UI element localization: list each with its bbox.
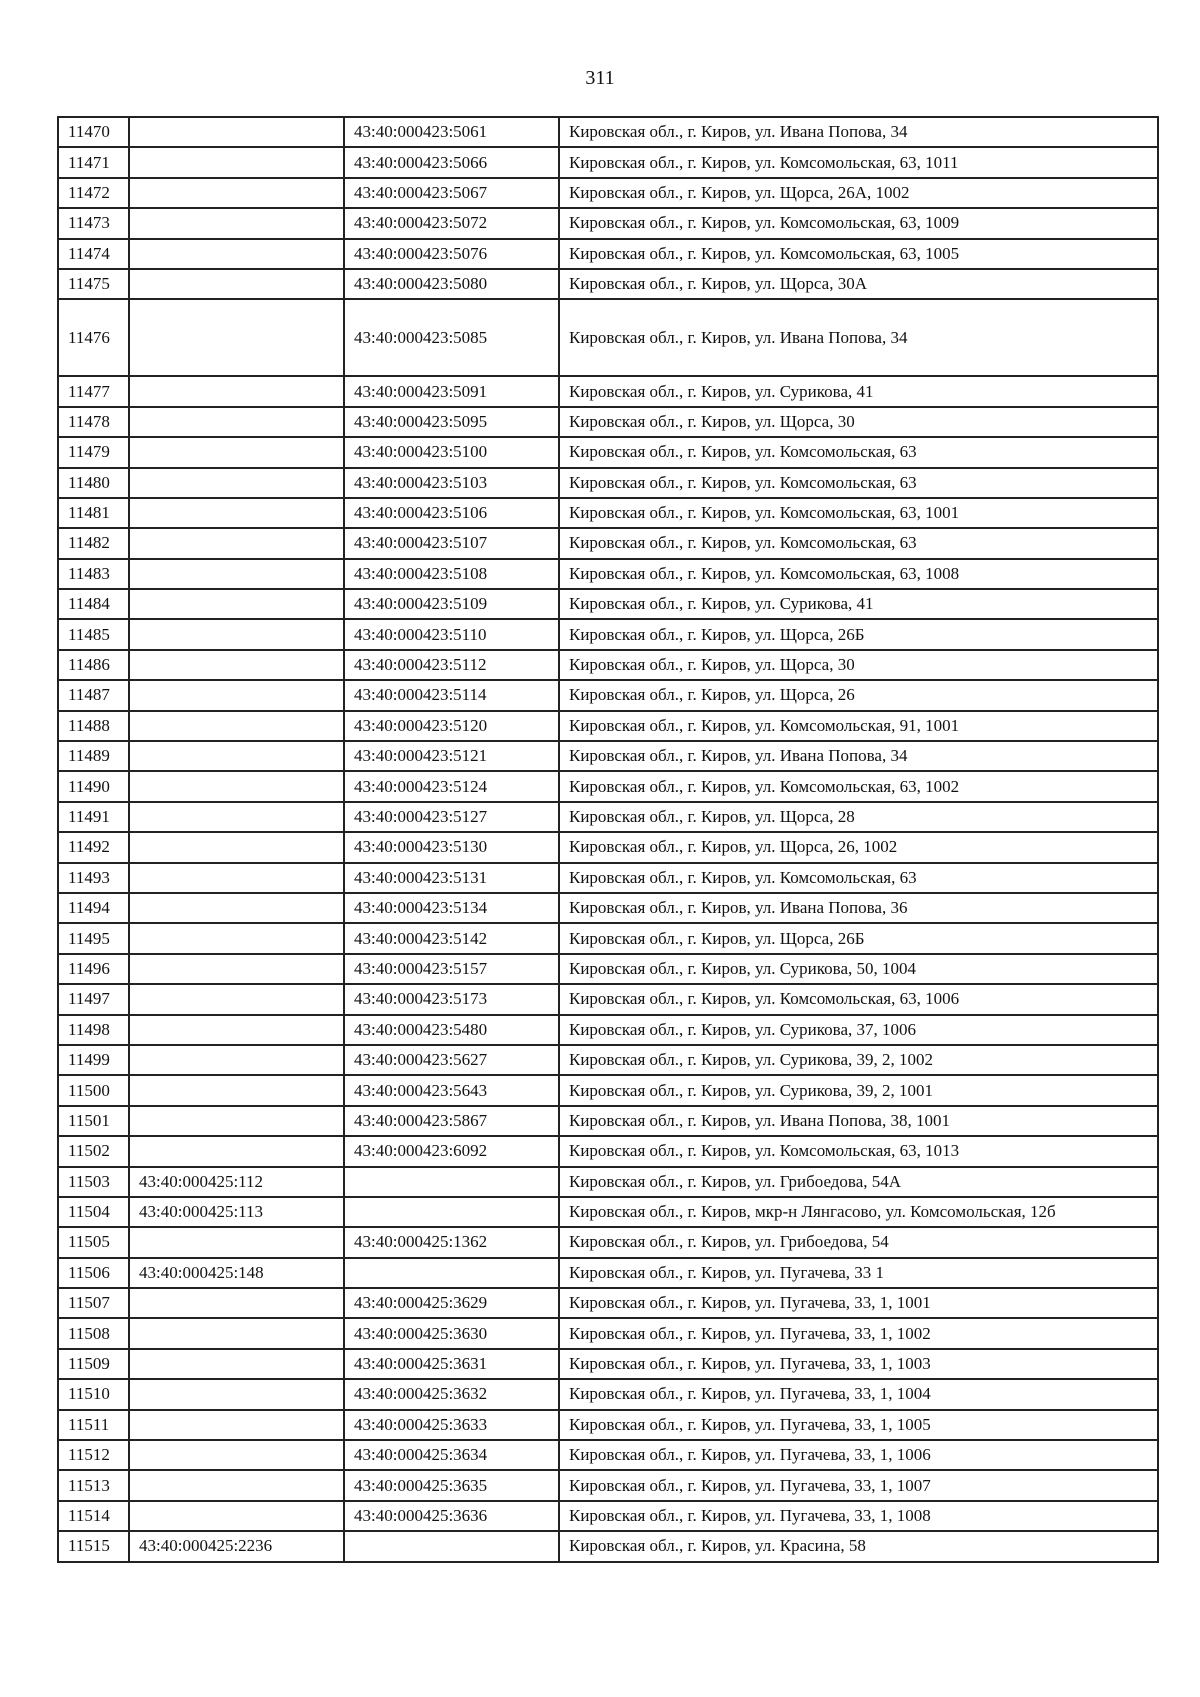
address-cell: Кировская обл., г. Киров, ул. Комсомольская, 63 [559,528,1158,558]
row-number-cell: 11508 [58,1318,129,1348]
row-number-cell: 11499 [58,1045,129,1075]
cadastral-number-cell: 43:40:000425:3632 [344,1379,559,1409]
row-number-cell: 11492 [58,832,129,862]
table-row [58,269,1158,299]
row-number-cell: 11490 [58,771,129,801]
row-number-cell: 11473 [58,208,129,238]
address-cell: Кировская обл., г. Киров, ул. Комсомольская, 63 [559,863,1158,893]
land-plot-number-cell [129,178,344,208]
address-cell: Кировская обл., г. Киров, ул. Ивана Попова, 36 [559,893,1158,923]
address-cell: Кировская обл., г. Киров, ул. Пугачева, 33, 1, 1004 [559,1379,1158,1409]
land-plot-number-cell [129,923,344,953]
address-cell: Кировская обл., г. Киров, ул. Комсомольская, 63, 1008 [559,559,1158,589]
cadastral-number-cell: 43:40:000423:6092 [344,1136,559,1166]
address-cell: Кировская обл., г. Киров, ул. Щорса, 30А [559,269,1158,299]
row-number-cell: 11483 [58,559,129,589]
cadastral-number-cell: 43:40:000423:5066 [344,147,559,177]
address-cell: Кировская обл., г. Киров, ул. Ивана Попова, 38, 1001 [559,1106,1158,1136]
cadastral-number-cell: 43:40:000423:5091 [344,376,559,406]
row-number-cell: 11513 [58,1470,129,1500]
table-row [58,1288,1158,1318]
table-row [58,1440,1158,1470]
land-plot-number-cell [129,893,344,923]
table-row [58,1531,1158,1561]
row-number-cell: 11486 [58,650,129,680]
cadastral-number-cell: 43:40:000423:5142 [344,923,559,953]
row-number-cell: 11481 [58,498,129,528]
table-row [58,528,1158,558]
table-row [58,437,1158,467]
table-row [58,1379,1158,1409]
row-number-cell: 11505 [58,1227,129,1257]
table-row [58,1015,1158,1045]
row-number-cell: 11491 [58,802,129,832]
land-plot-number-cell [129,1075,344,1105]
row-number-cell: 11507 [58,1288,129,1318]
land-plot-number-cell: 43:40:000425:112 [129,1167,344,1197]
cadastral-number-cell: 43:40:000423:5157 [344,954,559,984]
address-cell: Кировская обл., г. Киров, ул. Грибоедова, 54 [559,1227,1158,1257]
table-row [58,1410,1158,1440]
cadastral-number-cell: 43:40:000423:5121 [344,741,559,771]
table-row [58,1045,1158,1075]
land-plot-number-cell [129,1288,344,1318]
table-row [58,802,1158,832]
land-plot-number-cell [129,1470,344,1500]
land-plot-number-cell [129,147,344,177]
row-number-cell: 11470 [58,117,129,147]
cadastral-number-cell [344,1167,559,1197]
land-plot-number-cell [129,117,344,147]
row-number-cell: 11494 [58,893,129,923]
land-plot-number-cell [129,680,344,710]
cadastral-number-cell: 43:40:000423:5080 [344,269,559,299]
table-row [58,893,1158,923]
row-number-cell: 11472 [58,178,129,208]
table-row [58,1227,1158,1257]
row-number-cell: 11501 [58,1106,129,1136]
row-number-cell: 11514 [58,1501,129,1531]
table-row [58,498,1158,528]
land-plot-number-cell: 43:40:000425:113 [129,1197,344,1227]
cadastral-number-cell: 43:40:000423:5643 [344,1075,559,1105]
land-plot-number-cell [129,376,344,406]
cadastral-number-cell [344,1531,559,1561]
table-row [58,1106,1158,1136]
table-row [58,923,1158,953]
cadastral-number-cell: 43:40:000423:5103 [344,468,559,498]
address-cell: Кировская обл., г. Киров, ул. Комсомольская, 91, 1001 [559,711,1158,741]
address-cell: Кировская обл., г. Киров, ул. Комсомольская, 63 [559,437,1158,467]
row-number-cell: 11512 [58,1440,129,1470]
land-plot-number-cell: 43:40:000425:148 [129,1258,344,1288]
address-cell: Кировская обл., г. Киров, ул. Ивана Попова, 34 [559,741,1158,771]
land-plot-number-cell [129,299,344,376]
table-row [58,239,1158,269]
land-plot-number-cell [129,832,344,862]
land-plot-number-cell [129,1106,344,1136]
cadastral-number-cell: 43:40:000425:3629 [344,1288,559,1318]
land-plot-number-cell [129,741,344,771]
address-cell: Кировская обл., г. Киров, ул. Комсомольская, 63 [559,468,1158,498]
row-number-cell: 11500 [58,1075,129,1105]
row-number-cell: 11478 [58,407,129,437]
land-plot-number-cell [129,954,344,984]
address-cell: Кировская обл., г. Киров, ул. Щорса, 26А, 1002 [559,178,1158,208]
table-row [58,147,1158,177]
row-number-cell: 11502 [58,1136,129,1166]
table-row [58,619,1158,649]
address-cell: Кировская обл., г. Киров, ул. Сурикова, 37, 1006 [559,1015,1158,1045]
table-row [58,376,1158,406]
table-row [58,954,1158,984]
address-cell: Кировская обл., г. Киров, ул. Щорса, 30 [559,650,1158,680]
table-row [58,1167,1158,1197]
table-row [58,832,1158,862]
cadastral-number-cell: 43:40:000423:5127 [344,802,559,832]
table-row [58,208,1158,238]
address-cell: Кировская обл., г. Киров, ул. Сурикова, 41 [559,589,1158,619]
row-number-cell: 11511 [58,1410,129,1440]
cadastral-number-cell: 43:40:000423:5124 [344,771,559,801]
registry-table [57,116,1159,1563]
cadastral-number-cell: 43:40:000423:5067 [344,178,559,208]
table-row [58,1075,1158,1105]
row-number-cell: 11488 [58,711,129,741]
row-number-cell: 11489 [58,741,129,771]
land-plot-number-cell [129,1349,344,1379]
table-row [58,1258,1158,1288]
land-plot-number-cell [129,239,344,269]
row-number-cell: 11484 [58,589,129,619]
table-row [58,117,1158,147]
cadastral-number-cell [344,1197,559,1227]
address-cell: Кировская обл., г. Киров, ул. Сурикова, 50, 1004 [559,954,1158,984]
address-cell: Кировская обл., г. Киров, ул. Пугачева, 33, 1, 1001 [559,1288,1158,1318]
row-number-cell: 11476 [58,299,129,376]
cadastral-number-cell: 43:40:000423:5131 [344,863,559,893]
address-cell: Кировская обл., г. Киров, ул. Красина, 58 [559,1531,1158,1561]
table-row [58,407,1158,437]
cadastral-number-cell: 43:40:000423:5109 [344,589,559,619]
address-cell: Кировская обл., г. Киров, ул. Пугачева, 33, 1, 1007 [559,1470,1158,1500]
row-number-cell: 11509 [58,1349,129,1379]
address-cell: Кировская обл., г. Киров, ул. Грибоедова, 54А [559,1167,1158,1197]
land-plot-number-cell [129,650,344,680]
land-plot-number-cell [129,619,344,649]
row-number-cell: 11479 [58,437,129,467]
row-number-cell: 11515 [58,1531,129,1561]
cadastral-number-cell: 43:40:000423:5130 [344,832,559,862]
address-cell: Кировская обл., г. Киров, ул. Комсомольская, 63, 1009 [559,208,1158,238]
table-row [58,1349,1158,1379]
address-cell: Кировская обл., г. Киров, ул. Комсомольская, 63, 1005 [559,239,1158,269]
cadastral-number-cell: 43:40:000423:5173 [344,984,559,1014]
cadastral-number-cell: 43:40:000423:5106 [344,498,559,528]
land-plot-number-cell [129,984,344,1014]
land-plot-number-cell [129,498,344,528]
address-cell: Кировская обл., г. Киров, ул. Комсомольская, 63, 1013 [559,1136,1158,1166]
row-number-cell: 11474 [58,239,129,269]
land-plot-number-cell [129,407,344,437]
row-number-cell: 11477 [58,376,129,406]
row-number-cell: 11503 [58,1167,129,1197]
address-cell: Кировская обл., г. Киров, ул. Щорса, 26Б [559,923,1158,953]
cadastral-number-cell: 43:40:000423:5085 [344,299,559,376]
address-cell: Кировская обл., г. Киров, ул. Щорса, 26 [559,680,1158,710]
cadastral-number-cell: 43:40:000423:5114 [344,680,559,710]
land-plot-number-cell [129,468,344,498]
land-plot-number-cell [129,1440,344,1470]
table-row [58,1318,1158,1348]
land-plot-number-cell [129,802,344,832]
address-cell: Кировская обл., г. Киров, ул. Пугачева, 33, 1, 1008 [559,1501,1158,1531]
address-cell: Кировская обл., г. Киров, ул. Щорса, 26Б [559,619,1158,649]
cadastral-number-cell: 43:40:000423:5120 [344,711,559,741]
land-plot-number-cell [129,1318,344,1348]
page-number: 311 [585,67,615,89]
address-cell: Кировская обл., г. Киров, ул. Щорса, 26, 1002 [559,832,1158,862]
cadastral-number-cell: 43:40:000423:5108 [344,559,559,589]
cadastral-number-cell: 43:40:000423:5107 [344,528,559,558]
land-plot-number-cell [129,771,344,801]
land-plot-number-cell [129,269,344,299]
address-cell: Кировская обл., г. Киров, мкр-н Лянгасово, ул. Комсомольская, 12б [559,1197,1158,1227]
table-row [58,680,1158,710]
address-cell: Кировская обл., г. Киров, ул. Комсомольская, 63, 1006 [559,984,1158,1014]
table-row [58,863,1158,893]
cadastral-number-cell: 43:40:000423:5100 [344,437,559,467]
row-number-cell: 11498 [58,1015,129,1045]
address-cell: Кировская обл., г. Киров, ул. Пугачева, 33, 1, 1005 [559,1410,1158,1440]
row-number-cell: 11485 [58,619,129,649]
cadastral-number-cell: 43:40:000423:5095 [344,407,559,437]
cadastral-number-cell: 43:40:000425:3635 [344,1470,559,1500]
land-plot-number-cell [129,589,344,619]
address-cell: Кировская обл., г. Киров, ул. Комсомольская, 63, 1001 [559,498,1158,528]
table-row [58,1136,1158,1166]
cadastral-number-cell: 43:40:000423:5061 [344,117,559,147]
table-row [58,299,1158,376]
land-plot-number-cell [129,1227,344,1257]
cadastral-number-cell: 43:40:000425:1362 [344,1227,559,1257]
address-cell: Кировская обл., г. Киров, ул. Комсомольская, 63, 1002 [559,771,1158,801]
row-number-cell: 11475 [58,269,129,299]
land-plot-number-cell [129,208,344,238]
land-plot-number-cell [129,1379,344,1409]
table-row [58,711,1158,741]
row-number-cell: 11497 [58,984,129,1014]
cadastral-number-cell: 43:40:000423:5112 [344,650,559,680]
cadastral-number-cell: 43:40:000425:3633 [344,1410,559,1440]
table-row [58,650,1158,680]
row-number-cell: 11496 [58,954,129,984]
table-row [58,178,1158,208]
row-number-cell: 11510 [58,1379,129,1409]
address-cell: Кировская обл., г. Киров, ул. Пугачева, 33, 1, 1002 [559,1318,1158,1348]
row-number-cell: 11487 [58,680,129,710]
cadastral-number-cell: 43:40:000423:5076 [344,239,559,269]
row-number-cell: 11495 [58,923,129,953]
address-cell: Кировская обл., г. Киров, ул. Пугачева, 33, 1, 1006 [559,1440,1158,1470]
table-row [58,559,1158,589]
row-number-cell: 11480 [58,468,129,498]
land-plot-number-cell: 43:40:000425:2236 [129,1531,344,1561]
cadastral-number-cell: 43:40:000423:5480 [344,1015,559,1045]
cadastral-number-cell: 43:40:000423:5134 [344,893,559,923]
land-plot-number-cell [129,1015,344,1045]
row-number-cell: 11471 [58,147,129,177]
address-cell: Кировская обл., г. Киров, ул. Ивана Попова, 34 [559,299,1158,376]
cadastral-number-cell: 43:40:000425:3636 [344,1501,559,1531]
cadastral-number-cell: 43:40:000425:3630 [344,1318,559,1348]
table-row [58,1501,1158,1531]
address-cell: Кировская обл., г. Киров, ул. Пугачева, 33, 1, 1003 [559,1349,1158,1379]
cadastral-number-cell: 43:40:000425:3631 [344,1349,559,1379]
row-number-cell: 11493 [58,863,129,893]
address-cell: Кировская обл., г. Киров, ул. Щорса, 30 [559,407,1158,437]
address-cell: Кировская обл., г. Киров, ул. Сурикова, 41 [559,376,1158,406]
land-plot-number-cell [129,1410,344,1440]
cadastral-number-cell: 43:40:000423:5627 [344,1045,559,1075]
land-plot-number-cell [129,1136,344,1166]
cadastral-number-cell [344,1258,559,1288]
cadastral-number-cell: 43:40:000423:5867 [344,1106,559,1136]
address-cell: Кировская обл., г. Киров, ул. Ивана Попова, 34 [559,117,1158,147]
cadastral-number-cell: 43:40:000425:3634 [344,1440,559,1470]
table-row [58,589,1158,619]
land-plot-number-cell [129,1045,344,1075]
land-plot-number-cell [129,711,344,741]
table-row [58,468,1158,498]
table-row [58,1197,1158,1227]
land-plot-number-cell [129,437,344,467]
table-row [58,984,1158,1014]
table-row [58,1470,1158,1500]
address-cell: Кировская обл., г. Киров, ул. Пугачева, 33 1 [559,1258,1158,1288]
registry-table-body [58,117,1158,1562]
address-cell: Кировская обл., г. Киров, ул. Сурикова, 39, 2, 1002 [559,1045,1158,1075]
row-number-cell: 11482 [58,528,129,558]
land-plot-number-cell [129,1501,344,1531]
land-plot-number-cell [129,559,344,589]
row-number-cell: 11506 [58,1258,129,1288]
address-cell: Кировская обл., г. Киров, ул. Щорса, 28 [559,802,1158,832]
land-plot-number-cell [129,528,344,558]
table-row [58,771,1158,801]
row-number-cell: 11504 [58,1197,129,1227]
address-cell: Кировская обл., г. Киров, ул. Сурикова, 39, 2, 1001 [559,1075,1158,1105]
cadastral-number-cell: 43:40:000423:5072 [344,208,559,238]
land-plot-number-cell [129,863,344,893]
address-cell: Кировская обл., г. Киров, ул. Комсомольская, 63, 1011 [559,147,1158,177]
cadastral-number-cell: 43:40:000423:5110 [344,619,559,649]
table-row [58,741,1158,771]
